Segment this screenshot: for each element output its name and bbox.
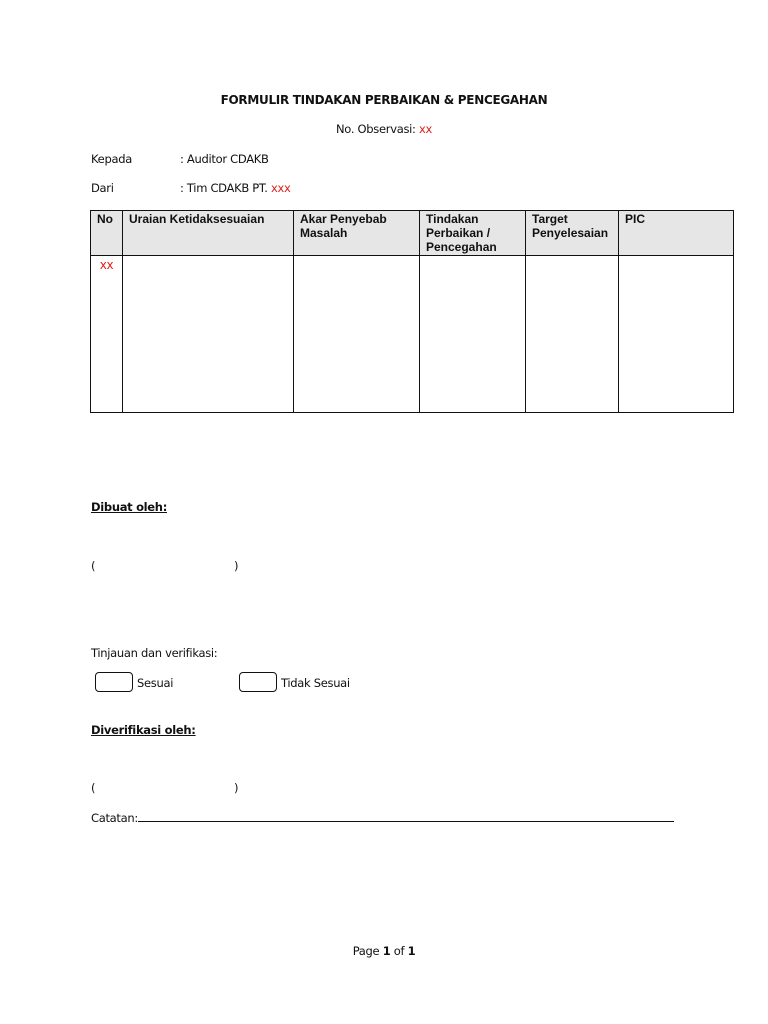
verified-by-label: Diverifikasi oleh: [91,723,196,737]
form-title: FORMULIR TINDAKAN PERBAIKAN & PENCEGAHAN [220,93,548,107]
footer-of: of [390,944,408,958]
cell-no: xx [91,256,123,413]
page-footer [0,944,768,958]
header-no: No [91,211,123,256]
made-by-close-paren: ) [234,559,239,573]
notes-underline[interactable] [138,810,674,822]
from-value-red: xxx [271,181,291,195]
made-by-open-paren: ( [91,559,96,573]
cell-description[interactable] [123,256,294,413]
to-label: Kepada [91,152,132,166]
observation-label: No. Observasi: [336,122,416,136]
sesuai-checkbox[interactable] [95,672,133,692]
sesuai-label: Sesuai [137,676,174,690]
header-description: Uraian Ketidaksesuaian [123,211,294,256]
header-action: Tindakan Perbaikan / Pencegahan [420,211,526,256]
observation-value: xx [418,122,432,136]
cell-root-cause[interactable] [294,256,420,413]
from-value-line [180,181,291,195]
table-header-row [91,211,734,256]
from-label: Dari [91,181,114,195]
header-root-cause: Akar Penyebab Masalah [294,211,420,256]
observation-line [0,122,768,136]
header-target: Target Penyelesaian [526,211,619,256]
corrective-action-table [90,210,734,413]
made-by-label: Dibuat oleh: [91,500,167,514]
header-pic: PIC [619,211,734,256]
cell-action[interactable] [420,256,526,413]
footer-current-page: 1 [382,944,391,958]
verified-by-close-paren: ) [234,781,239,795]
to-value: : Auditor CDAKB [180,152,269,166]
verified-by-open-paren: ( [91,781,96,795]
tidak-sesuai-label: Tidak Sesuai [281,676,350,690]
tidak-sesuai-checkbox[interactable] [239,672,277,692]
notes-label: Catatan: [91,811,138,825]
footer-total-pages: 1 [407,944,416,958]
review-label: Tinjauan dan verifikasi: [91,646,218,660]
table-row [91,256,734,413]
footer-prefix: Page [352,944,383,958]
cell-target[interactable] [526,256,619,413]
cell-pic[interactable] [619,256,734,413]
from-value: : Tim CDAKB PT. [180,181,268,195]
notes-line [91,810,674,825]
